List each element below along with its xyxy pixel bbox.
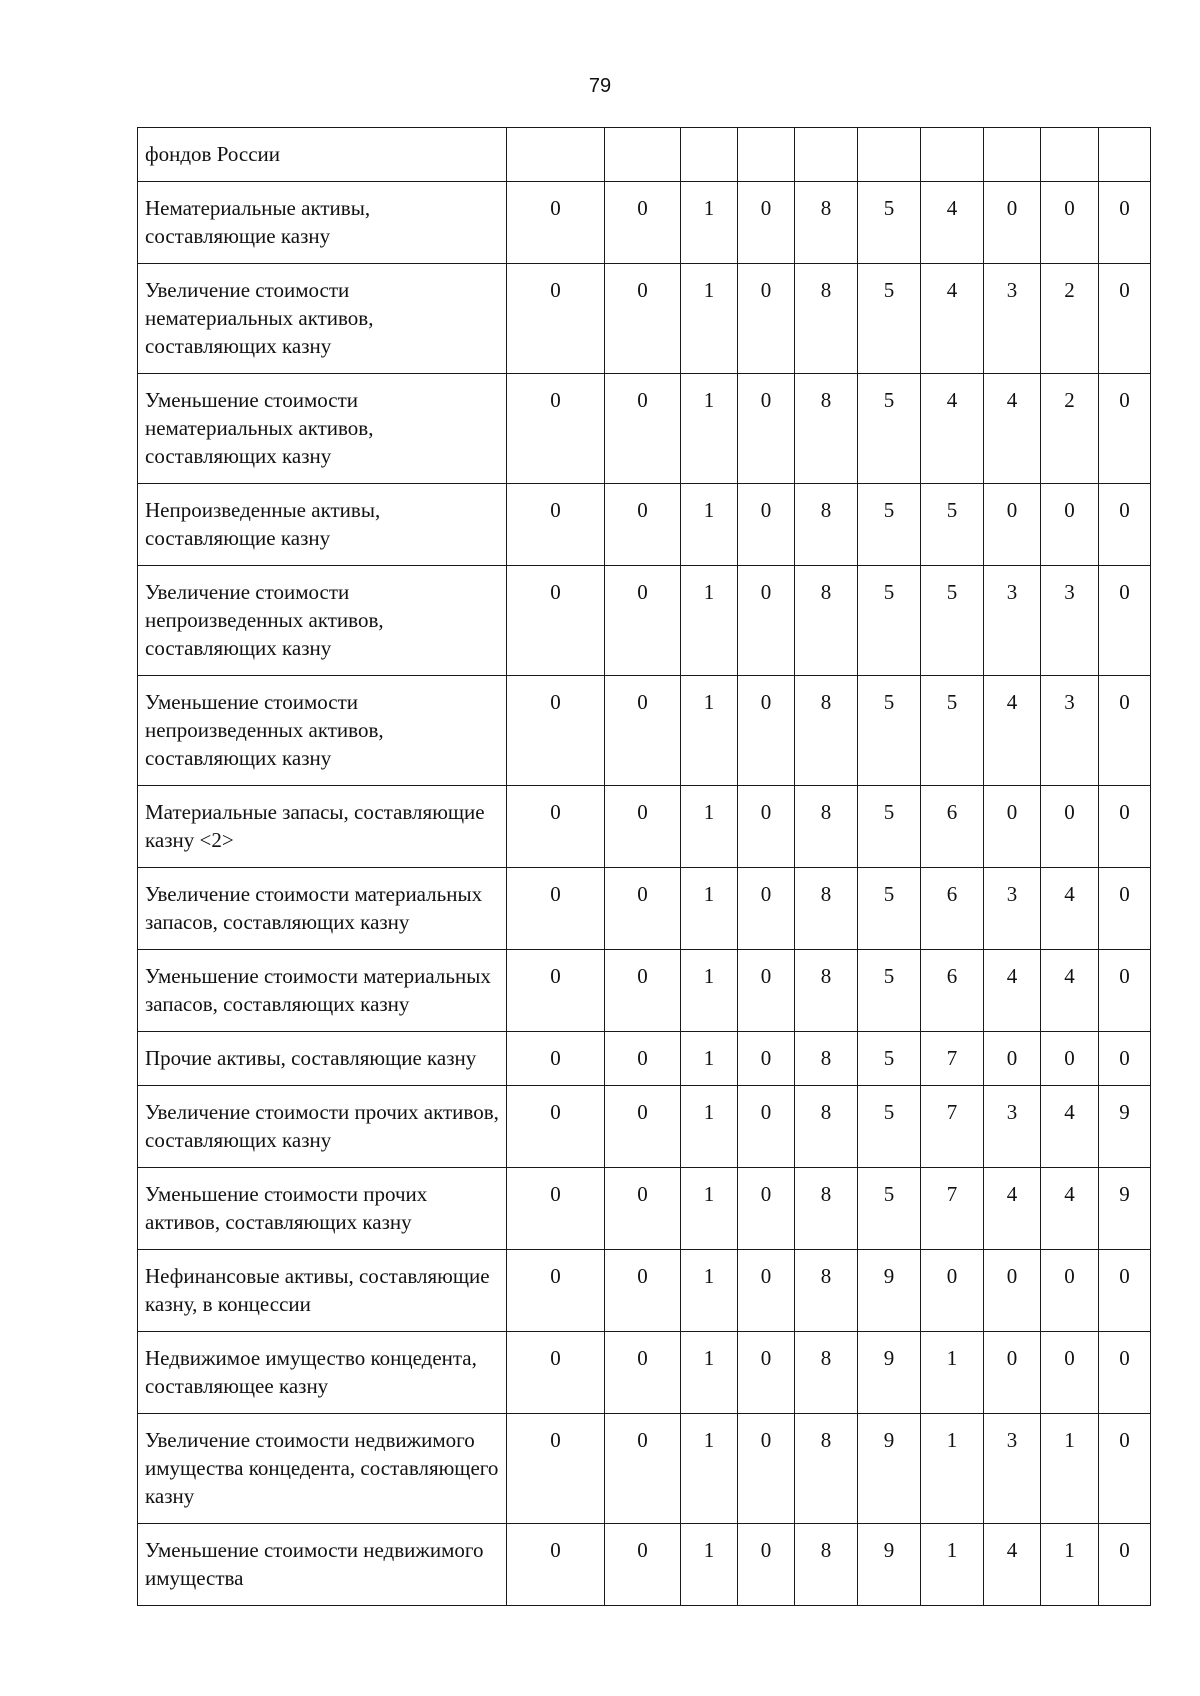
code-digit-cell: 8 [795, 1414, 858, 1524]
table-row [138, 1414, 1151, 1524]
code-digit-cell: 0 [1099, 1250, 1151, 1332]
code-digit-cell: 1 [681, 1332, 738, 1414]
code-digit-cell: 4 [921, 374, 984, 484]
code-digit-cell: 9 [1099, 1168, 1151, 1250]
code-digit-cell: 0 [738, 786, 795, 868]
code-digit-cell: 2 [1041, 374, 1099, 484]
code-digit-cell: 8 [795, 1168, 858, 1250]
code-digit-cell: 0 [1041, 1332, 1099, 1414]
code-digit-cell: 8 [795, 1086, 858, 1168]
code-digit-cell: 1 [681, 484, 738, 566]
code-digit-cell: 0 [507, 1250, 605, 1332]
account-code-table [137, 127, 1151, 1606]
code-digit-cell: 0 [984, 786, 1041, 868]
code-digit-cell: 0 [1099, 868, 1151, 950]
code-digit-cell: 4 [1041, 950, 1099, 1032]
code-digit-cell: 8 [795, 868, 858, 950]
account-name-cell: Нематериальные активы, составляющие казну [138, 182, 507, 264]
code-digit-cell: 8 [795, 264, 858, 374]
code-digit-cell: 1 [921, 1332, 984, 1414]
code-digit-cell: 0 [738, 484, 795, 566]
code-digit-cell: 4 [921, 264, 984, 374]
code-digit-cell: 0 [738, 676, 795, 786]
table-row [138, 566, 1151, 676]
account-name-cell: Увеличение стоимости недвижимого имущества концедента, составляющего казну [138, 1414, 507, 1524]
table-row [138, 1524, 1151, 1606]
code-digit-cell: 3 [984, 1414, 1041, 1524]
code-digit-cell: 0 [605, 182, 681, 264]
code-digit-cell: 0 [1041, 1032, 1099, 1086]
code-digit-cell: 0 [738, 1332, 795, 1414]
account-name-cell: Увеличение стоимости непроизведенных активов, составляющих казну [138, 566, 507, 676]
code-digit-cell: 1 [681, 786, 738, 868]
code-digit-cell: 0 [507, 868, 605, 950]
code-digit-cell: 0 [1099, 786, 1151, 868]
code-digit-cell: 1 [1041, 1414, 1099, 1524]
code-digit-cell: 3 [984, 1086, 1041, 1168]
code-digit-cell: 0 [507, 950, 605, 1032]
code-digit-cell: 1 [1041, 1524, 1099, 1606]
code-digit-cell: 1 [921, 1414, 984, 1524]
code-digit-cell: 4 [1041, 1086, 1099, 1168]
code-digit-cell: 0 [605, 1086, 681, 1168]
account-name-cell: Уменьшение стоимости непроизведенных активов, составляющих казну [138, 676, 507, 786]
code-digit-cell [984, 128, 1041, 182]
code-digit-cell [738, 128, 795, 182]
code-digit-cell: 4 [1041, 868, 1099, 950]
code-digit-cell: 0 [605, 868, 681, 950]
code-digit-cell: 5 [858, 868, 921, 950]
table-row [138, 128, 1151, 182]
table-row [138, 868, 1151, 950]
code-digit-cell: 8 [795, 1332, 858, 1414]
code-digit-cell: 0 [507, 1332, 605, 1414]
code-digit-cell: 0 [738, 566, 795, 676]
code-digit-cell: 0 [507, 1032, 605, 1086]
account-name-cell: Прочие активы, составляющие казну [138, 1032, 507, 1086]
code-digit-cell: 0 [507, 1414, 605, 1524]
code-digit-cell: 4 [984, 676, 1041, 786]
code-digit-cell: 6 [921, 950, 984, 1032]
code-digit-cell [507, 128, 605, 182]
account-name-cell: Увеличение стоимости прочих активов, составляющих казну [138, 1086, 507, 1168]
code-digit-cell: 1 [681, 950, 738, 1032]
code-digit-cell: 3 [1041, 676, 1099, 786]
code-digit-cell: 0 [507, 1524, 605, 1606]
code-digit-cell: 5 [858, 1032, 921, 1086]
code-digit-cell: 1 [921, 1524, 984, 1606]
code-digit-cell: 5 [921, 484, 984, 566]
code-digit-cell: 0 [1099, 484, 1151, 566]
code-digit-cell: 0 [1099, 374, 1151, 484]
code-digit-cell: 0 [507, 566, 605, 676]
code-digit-cell: 0 [738, 374, 795, 484]
code-digit-cell: 0 [507, 676, 605, 786]
code-digit-cell: 8 [795, 566, 858, 676]
code-digit-cell: 0 [507, 1168, 605, 1250]
code-digit-cell: 0 [605, 566, 681, 676]
account-name-cell: фондов России [138, 128, 507, 182]
code-digit-cell [681, 128, 738, 182]
code-digit-cell: 4 [921, 182, 984, 264]
code-digit-cell: 1 [681, 1250, 738, 1332]
table-body [138, 128, 1151, 1606]
code-digit-cell: 0 [605, 1332, 681, 1414]
table-row [138, 182, 1151, 264]
code-digit-cell [795, 128, 858, 182]
code-digit-cell: 1 [681, 1086, 738, 1168]
code-digit-cell: 2 [1041, 264, 1099, 374]
code-digit-cell: 9 [1099, 1086, 1151, 1168]
code-digit-cell: 5 [858, 676, 921, 786]
table-row [138, 1168, 1151, 1250]
table-row [138, 950, 1151, 1032]
code-digit-cell: 0 [507, 182, 605, 264]
code-digit-cell: 0 [507, 484, 605, 566]
code-digit-cell: 0 [507, 264, 605, 374]
code-digit-cell [1099, 128, 1151, 182]
code-digit-cell: 0 [984, 1032, 1041, 1086]
code-digit-cell: 0 [605, 1032, 681, 1086]
code-digit-cell: 0 [984, 182, 1041, 264]
code-digit-cell: 1 [681, 566, 738, 676]
code-digit-cell: 8 [795, 676, 858, 786]
code-digit-cell: 1 [681, 264, 738, 374]
code-digit-cell: 0 [738, 1250, 795, 1332]
code-digit-cell: 4 [984, 1524, 1041, 1606]
code-digit-cell: 0 [1099, 1032, 1151, 1086]
code-digit-cell: 8 [795, 484, 858, 566]
account-name-cell: Уменьшение стоимости прочих активов, составляющих казну [138, 1168, 507, 1250]
account-name-cell: Уменьшение стоимости нематериальных активов, составляющих казну [138, 374, 507, 484]
code-digit-cell: 0 [1099, 1414, 1151, 1524]
code-digit-cell: 1 [681, 374, 738, 484]
code-digit-cell: 3 [984, 566, 1041, 676]
code-digit-cell: 5 [858, 950, 921, 1032]
code-digit-cell: 0 [507, 1086, 605, 1168]
code-digit-cell: 0 [738, 868, 795, 950]
table-row [138, 786, 1151, 868]
code-digit-cell: 9 [858, 1250, 921, 1332]
code-digit-cell: 8 [795, 1524, 858, 1606]
code-digit-cell: 0 [1099, 182, 1151, 264]
code-digit-cell: 0 [1099, 950, 1151, 1032]
code-digit-cell: 0 [738, 1414, 795, 1524]
code-digit-cell: 0 [1099, 566, 1151, 676]
code-digit-cell: 0 [605, 264, 681, 374]
code-digit-cell: 0 [605, 950, 681, 1032]
code-digit-cell: 0 [738, 264, 795, 374]
code-digit-cell: 0 [984, 1250, 1041, 1332]
code-digit-cell: 7 [921, 1032, 984, 1086]
code-digit-cell: 0 [1099, 1524, 1151, 1606]
code-digit-cell: 1 [681, 1524, 738, 1606]
code-digit-cell: 5 [858, 1086, 921, 1168]
code-digit-cell: 1 [681, 676, 738, 786]
account-name-cell: Нефинансовые активы, составляющие казну, в концессии [138, 1250, 507, 1332]
table-row [138, 1250, 1151, 1332]
code-digit-cell: 5 [858, 1168, 921, 1250]
code-digit-cell: 3 [984, 868, 1041, 950]
page-number: 79 [588, 75, 612, 97]
code-digit-cell: 1 [681, 1168, 738, 1250]
code-digit-cell: 0 [1099, 264, 1151, 374]
code-digit-cell: 0 [1099, 1332, 1151, 1414]
code-digit-cell: 0 [738, 1032, 795, 1086]
account-name-cell: Уменьшение стоимости недвижимого имущества [138, 1524, 507, 1606]
code-digit-cell: 4 [984, 1168, 1041, 1250]
code-digit-cell: 0 [605, 1250, 681, 1332]
code-digit-cell: 0 [507, 786, 605, 868]
code-digit-cell: 0 [738, 1086, 795, 1168]
code-digit-cell: 5 [858, 374, 921, 484]
code-digit-cell: 0 [507, 374, 605, 484]
table-row [138, 264, 1151, 374]
code-digit-cell: 5 [921, 676, 984, 786]
code-digit-cell: 1 [681, 182, 738, 264]
account-name-cell: Увеличение стоимости нематериальных активов, составляющих казну [138, 264, 507, 374]
code-digit-cell [921, 128, 984, 182]
code-digit-cell: 3 [984, 264, 1041, 374]
code-digit-cell: 4 [1041, 1168, 1099, 1250]
code-digit-cell: 6 [921, 786, 984, 868]
table-row [138, 484, 1151, 566]
code-digit-cell: 7 [921, 1168, 984, 1250]
code-digit-cell: 8 [795, 786, 858, 868]
code-digit-cell: 8 [795, 182, 858, 264]
code-digit-cell: 0 [605, 484, 681, 566]
code-digit-cell [605, 128, 681, 182]
table-row [138, 1086, 1151, 1168]
code-digit-cell: 5 [858, 264, 921, 374]
code-digit-cell: 8 [795, 1250, 858, 1332]
code-digit-cell: 0 [738, 1524, 795, 1606]
code-digit-cell: 9 [858, 1332, 921, 1414]
code-digit-cell: 0 [984, 484, 1041, 566]
code-digit-cell: 9 [858, 1414, 921, 1524]
code-digit-cell: 0 [1041, 1250, 1099, 1332]
code-digit-cell: 0 [605, 786, 681, 868]
code-digit-cell: 3 [1041, 566, 1099, 676]
code-digit-cell [1041, 128, 1099, 182]
code-digit-cell: 5 [858, 182, 921, 264]
code-digit-cell: 0 [738, 1168, 795, 1250]
account-name-cell: Увеличение стоимости материальных запасов, составляющих казну [138, 868, 507, 950]
code-digit-cell: 8 [795, 374, 858, 484]
code-digit-cell: 7 [921, 1086, 984, 1168]
code-digit-cell: 6 [921, 868, 984, 950]
table-row [138, 1332, 1151, 1414]
code-digit-cell: 1 [681, 868, 738, 950]
code-digit-cell: 0 [1041, 182, 1099, 264]
table-row [138, 676, 1151, 786]
code-digit-cell: 5 [858, 786, 921, 868]
account-name-cell: Материальные запасы, составляющие казну <2> [138, 786, 507, 868]
code-digit-cell: 1 [681, 1032, 738, 1086]
code-digit-cell: 4 [984, 950, 1041, 1032]
account-name-cell: Непроизведенные активы, составляющие казну [138, 484, 507, 566]
code-digit-cell: 0 [984, 1332, 1041, 1414]
code-digit-cell: 1 [681, 1414, 738, 1524]
code-digit-cell [858, 128, 921, 182]
code-digit-cell: 0 [738, 182, 795, 264]
code-digit-cell: 0 [921, 1250, 984, 1332]
code-digit-cell: 0 [605, 374, 681, 484]
code-digit-cell: 0 [738, 950, 795, 1032]
code-digit-cell: 8 [795, 950, 858, 1032]
code-digit-cell: 5 [858, 484, 921, 566]
code-digit-cell: 5 [921, 566, 984, 676]
code-digit-cell: 0 [1099, 676, 1151, 786]
account-name-cell: Недвижимое имущество концедента, составляющее казну [138, 1332, 507, 1414]
code-digit-cell: 4 [984, 374, 1041, 484]
code-digit-cell: 0 [605, 1414, 681, 1524]
table-row [138, 1032, 1151, 1086]
account-name-cell: Уменьшение стоимости материальных запасов, составляющих казну [138, 950, 507, 1032]
code-digit-cell: 0 [605, 676, 681, 786]
code-digit-cell: 0 [1041, 786, 1099, 868]
code-digit-cell: 9 [858, 1524, 921, 1606]
code-digit-cell: 0 [1041, 484, 1099, 566]
code-digit-cell: 5 [858, 566, 921, 676]
code-digit-cell: 0 [605, 1524, 681, 1606]
code-digit-cell: 0 [605, 1168, 681, 1250]
code-digit-cell: 8 [795, 1032, 858, 1086]
table-row [138, 374, 1151, 484]
